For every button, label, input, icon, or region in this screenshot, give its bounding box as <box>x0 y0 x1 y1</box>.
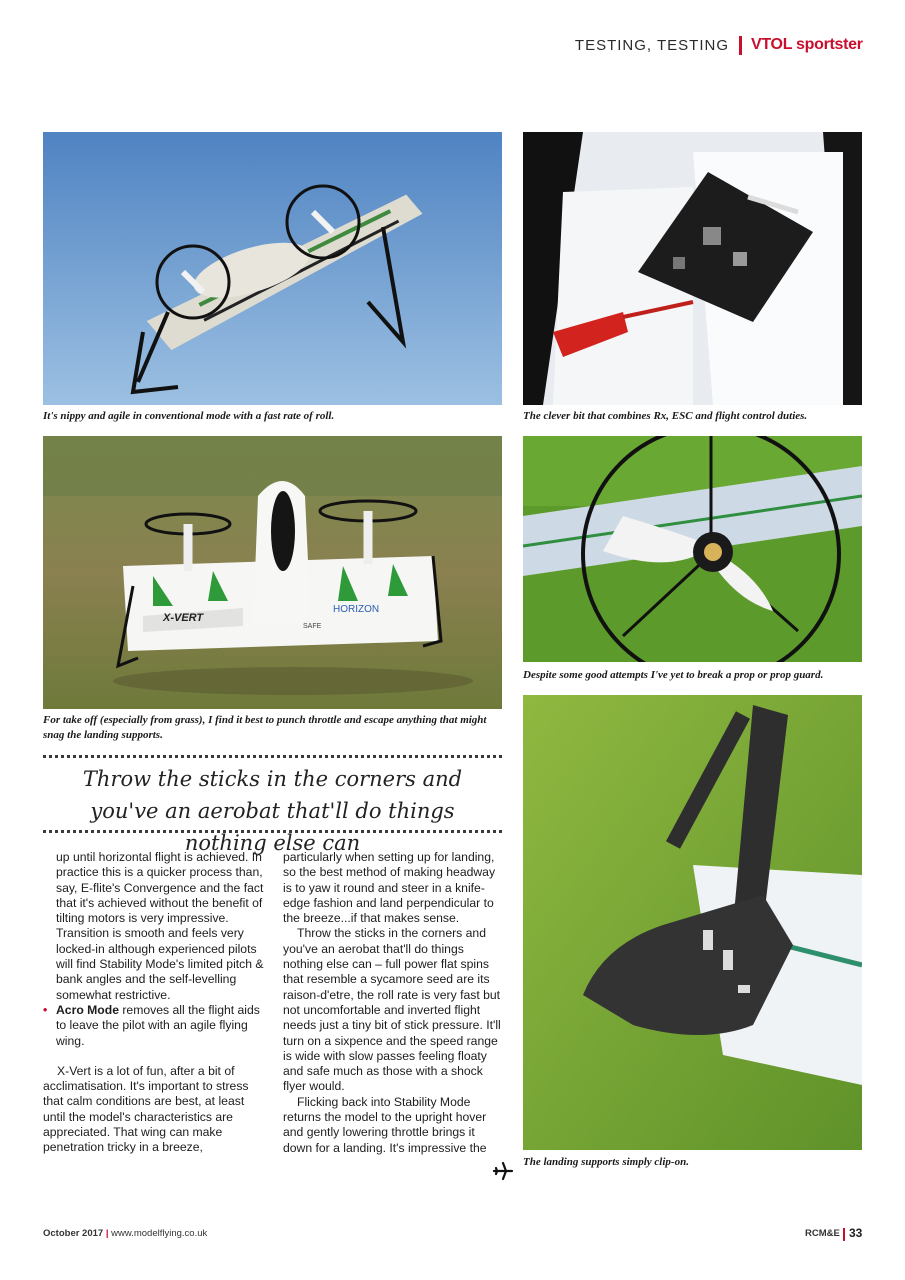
caption-supports: The landing supports simply clip-on. <box>523 1156 689 1168</box>
col2-paragraph-2: Throw the sticks in the corners and you've an aerobat that'll do things nothing else can – full power flat spins that resemble a sycamore seed are its raison-d'etre, the roll rate is very fast but not uncomfortable and inverted flight needs just a tiny bit of stick pressure. It'll turn on a sixpence and the speed range is wide with slow passes feeling floaty and safe much as those with a shock flyer would. <box>283 926 501 1094</box>
photo-landing-support <box>523 695 862 1150</box>
safe-mark: SAFE <box>303 623 322 630</box>
footer-magazine: RCM&E <box>805 1228 840 1239</box>
footer-month: October 2017 <box>43 1228 104 1239</box>
page-number: 33 <box>849 1226 863 1240</box>
photo-plane-in-sky <box>43 132 502 405</box>
footer-page-divider <box>843 1228 845 1241</box>
col2-paragraph-3: Flicking back into Stability Mode returns the model to the upright hover and gently lowering throttle brings it down for a landing. It's impressive the <box>283 1094 487 1155</box>
col1-paragraph-1: up until horizontal flight is achieved. In practice this is a quicker process than, say, E-flite's Convergence and the fact that it's achieved without the benefit of tilting motors is very impressive. Transition is smooth and feels very locked-in although experienced pilots will find Stability Mode's limited pitch & bank angles and the self-levelling somewhat restrictive. <box>56 850 264 1002</box>
bullet-title: Acro Mode <box>56 1002 119 1017</box>
photo-prop-guard <box>523 436 862 662</box>
caption-prop: Despite some good attempts I've yet to break a prop or prop guard. <box>523 669 824 681</box>
model-logo: X-VERT <box>163 612 204 624</box>
bullet-text: removes all the flight aids to leave the pilot with an agile flying wing. <box>56 1002 260 1048</box>
footer-separator: | <box>105 1228 109 1239</box>
header-divider <box>739 36 742 55</box>
photo-plane-on-grass <box>43 436 502 709</box>
bullet-dot-icon: • <box>43 1002 48 1017</box>
airplane-icon <box>492 1160 514 1182</box>
pull-quote: Throw the sticks in the corners and you've an aerobat that'll do things nothing else can <box>82 767 463 855</box>
column-2 <box>283 850 501 1156</box>
footer-left <box>43 1228 207 1239</box>
col2-paragraph-1: particularly when setting up for landing, so the best method of making headway is to yaw it round and steer in a knife-edge fashion and land perpendicular to the breeze...if that makes sense. <box>283 850 496 926</box>
caption-roll: It's nippy and agile in conventional mode with a fast rate of roll. <box>43 410 335 422</box>
caption-rx: The clever bit that combines Rx, ESC and flight control duties. <box>523 410 808 422</box>
caption-takeoff: For take off (especially from grass), I find it best to punch throttle and escape anything that might snag the landing supports. <box>43 714 487 741</box>
series-title: VTOL sportster <box>751 36 863 53</box>
photo-flight-controller <box>523 132 862 405</box>
footer-website[interactable]: www.modelflying.co.uk <box>111 1228 208 1239</box>
acro-mode-bullet <box>43 1003 266 1049</box>
col1-paragraph-2: X-Vert is a lot of fun, after a bit of acclimatisation. It's important to stress that calm conditions are best, at least until the model's characteristics are appreciated. That wing can make penetration tricky in a breeze, <box>43 1063 249 1155</box>
quote-divider-bottom <box>43 830 502 833</box>
quote-divider-top <box>43 755 502 758</box>
section-title: TESTING, TESTING <box>574 37 729 54</box>
brand-logo: HORIZON <box>333 604 380 615</box>
column-1 <box>43 850 266 1156</box>
